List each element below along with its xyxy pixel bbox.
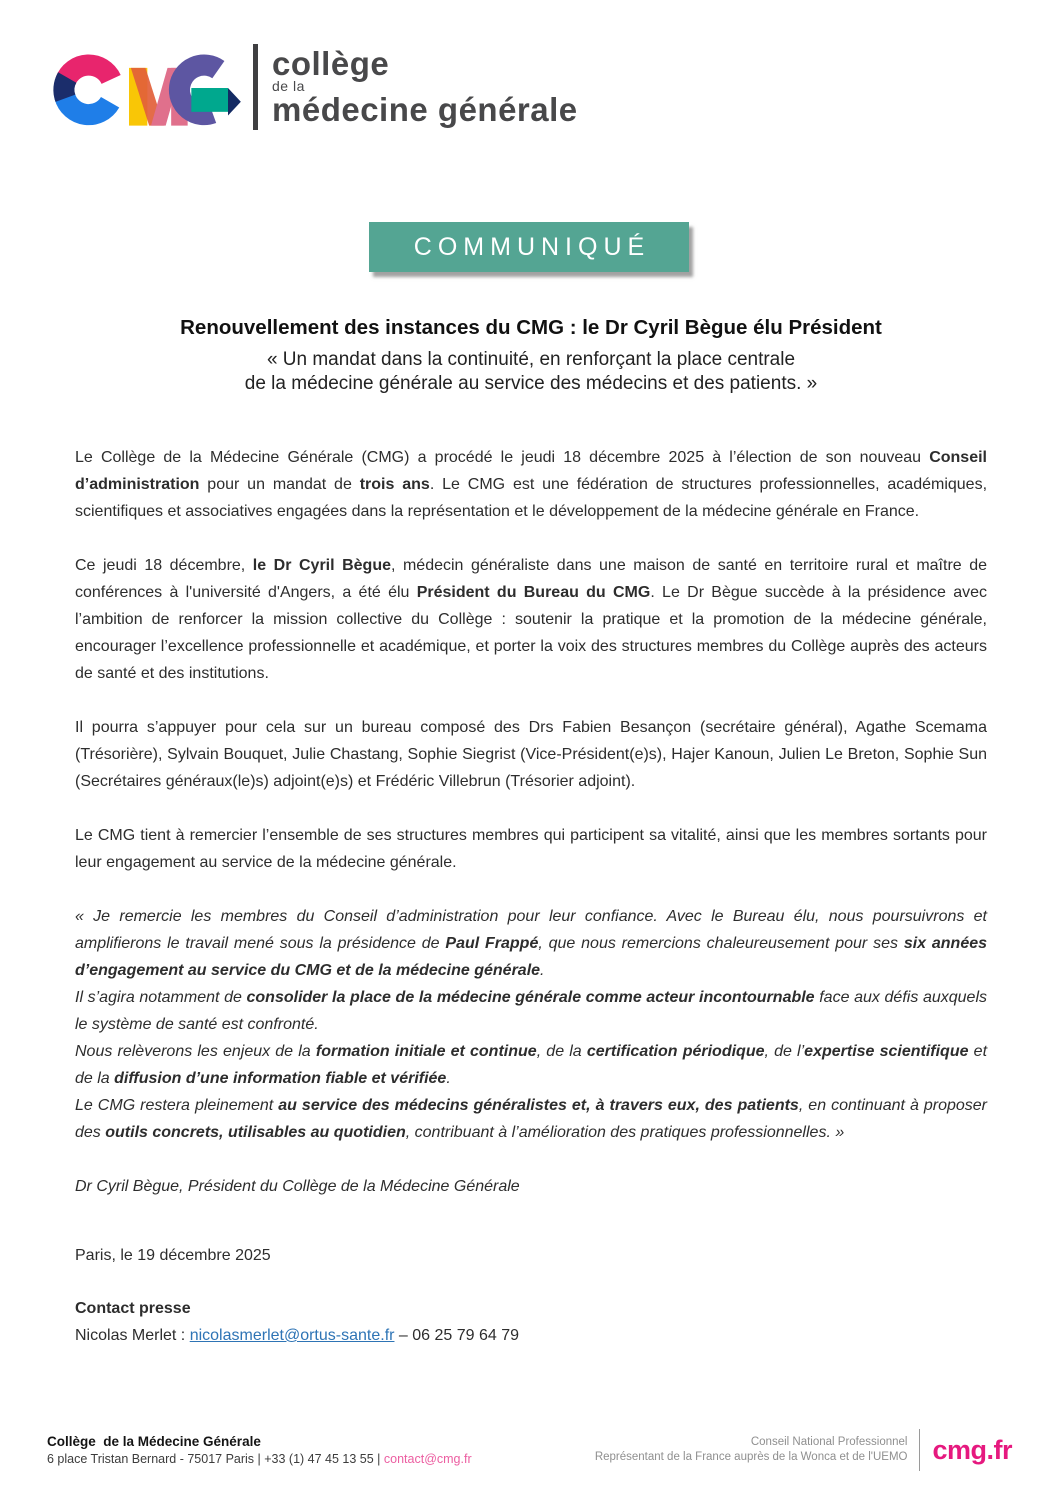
contact-press-line bbox=[75, 1322, 987, 1349]
footer-address-line bbox=[47, 1451, 472, 1468]
quote-paragraph-2: Il s’agira notamment de consolider la place de la médecine générale comme acteur incontournable face aux défis auxquels le système de santé est confronté. bbox=[75, 989, 988, 1033]
footer-cnp-line2: Représentant de la France auprès de la Wonca et de l'UEMO bbox=[594, 1451, 908, 1463]
footer-divider bbox=[919, 1429, 920, 1471]
paragraph-bureau: Il pourra s’appuyer pour cela sur un bureau composé des Drs Fabien Besançon (secrétaire général), Agathe Scemama (Trésorière), Sylvain Bouquet, Julie Chastang, Sophie Siegrist (Vice-Président(e)s), Hajer Kanoun, Julien Le Breton, Sophie Sun (Secrétaires généraux(le)s) adjoint(e)s) et Frédéric Villebrun (Trésorier adjoint). bbox=[75, 719, 987, 790]
cmg-logo-icon bbox=[48, 44, 243, 132]
footer-org-name: Collège de la Médecine Générale bbox=[47, 1433, 261, 1449]
footer-org-block bbox=[47, 1433, 472, 1468]
contact-email-link[interactable]: nicolasmerlet@ortus-sante.fr bbox=[189, 1327, 395, 1344]
footer-email-link[interactable]: contact@cmg.fr bbox=[383, 1451, 472, 1466]
paragraph-president: Ce jeudi 18 décembre, le Dr Cyril Bègue, médecin généraliste dans une maison de santé en territoire rural et maître de conférences à l'université d'Angers, a été élu Président du Bureau du CMG. Le Dr Bègue succède à la présidence avec l’ambition de renforcer la mission collective du Collège : soutenir la pratique et la promotion de la médecine générale, encourager l’excellence professionnelle et académique, et porter la voix des structures membres du Collège auprès des acteurs de santé et des institutions. bbox=[75, 557, 988, 682]
contact-phone: – 06 25 79 64 79 bbox=[394, 1327, 520, 1344]
paragraph-election: Le Collège de la Médecine Générale (CMG) a procédé le jeudi 18 décembre 2025 à l’élection de son nouveau Conseil d’administration pour un mandat de trois ans. Le CMG est une fédération de structures professionnelles, académiques, scientifiques et associatives engagées dans la représentation et le développement de la médecine générale en France. bbox=[75, 449, 988, 520]
press-release-body bbox=[75, 315, 987, 1349]
paragraph-remerciements: Le CMG tient à remercier l’ensemble de ses structures membres qui participent sa vitalité, ainsi que les membres sortants pour leur engagement au service de la médecine générale. bbox=[75, 827, 987, 871]
subtitle bbox=[75, 348, 987, 395]
quote-paragraph-4: Le CMG restera pleinement au service des médecins généralistes et, à travers eux, des patients, en continuant à proposer des outils concrets, utilisables au quotidien, contribuant à l’amélioration des pratiques professionnelles. » bbox=[75, 1097, 988, 1141]
quote-paragraph-1: « Je remercie les membres du Conseil d’administration pour leur confiance. Avec le Bureau élu, nous poursuivrons et amplifierons le travail mené sous la présidence de Paul Frappé, que nous remercions chaleureusement pour ses six années d’engagement au service du CMG et de la médecine générale. bbox=[75, 908, 988, 979]
footer-address: 6 place Tristan Bernard - 75017 Paris | +33 (1) 47 45 13 55 | bbox=[47, 1451, 384, 1466]
footer bbox=[47, 1429, 1012, 1471]
communique-banner bbox=[369, 222, 689, 272]
logo-wordmark-line3: médecine générale bbox=[272, 91, 578, 128]
logo-wordmark-line2: de la bbox=[272, 78, 305, 94]
logo-divider bbox=[253, 44, 258, 130]
quote-block bbox=[75, 903, 987, 1146]
quote-attribution: Dr Cyril Bègue, Président du Collège de la Médecine Générale bbox=[75, 1178, 520, 1195]
footer-cnp-line1: Conseil National Professionnel bbox=[750, 1436, 908, 1448]
contact-press-heading: Contact presse bbox=[75, 1300, 191, 1317]
dateline: Paris, le 19 décembre 2025 bbox=[75, 1247, 271, 1264]
quote-paragraph-3: Nous relèverons les enjeux de la formation initiale et continue, de la certification périodique, de l’expertise scientifique et de la diffusion d’une information fiable et vérifiée. bbox=[75, 1043, 988, 1087]
logo-wordmark-line1: collège bbox=[272, 45, 390, 82]
subtitle-line1: « Un mandat dans la continuité, en renforçant la place centrale bbox=[266, 349, 796, 370]
footer-cnp-block bbox=[595, 1429, 1012, 1471]
header bbox=[48, 44, 578, 132]
communique-banner-label: COMMUNIQUÉ bbox=[413, 232, 651, 261]
page-title: Renouvellement des instances du CMG : le Dr Cyril Bègue élu Président bbox=[180, 316, 882, 339]
footer-site-link[interactable]: cmg.fr bbox=[932, 1434, 1012, 1465]
logo-wordmark bbox=[272, 44, 578, 126]
footer-cnp-text bbox=[595, 1435, 908, 1465]
subtitle-line2: de la médecine générale au service des médecins et des patients. » bbox=[244, 372, 818, 394]
contact-name: Nicolas Merlet : bbox=[75, 1327, 190, 1344]
